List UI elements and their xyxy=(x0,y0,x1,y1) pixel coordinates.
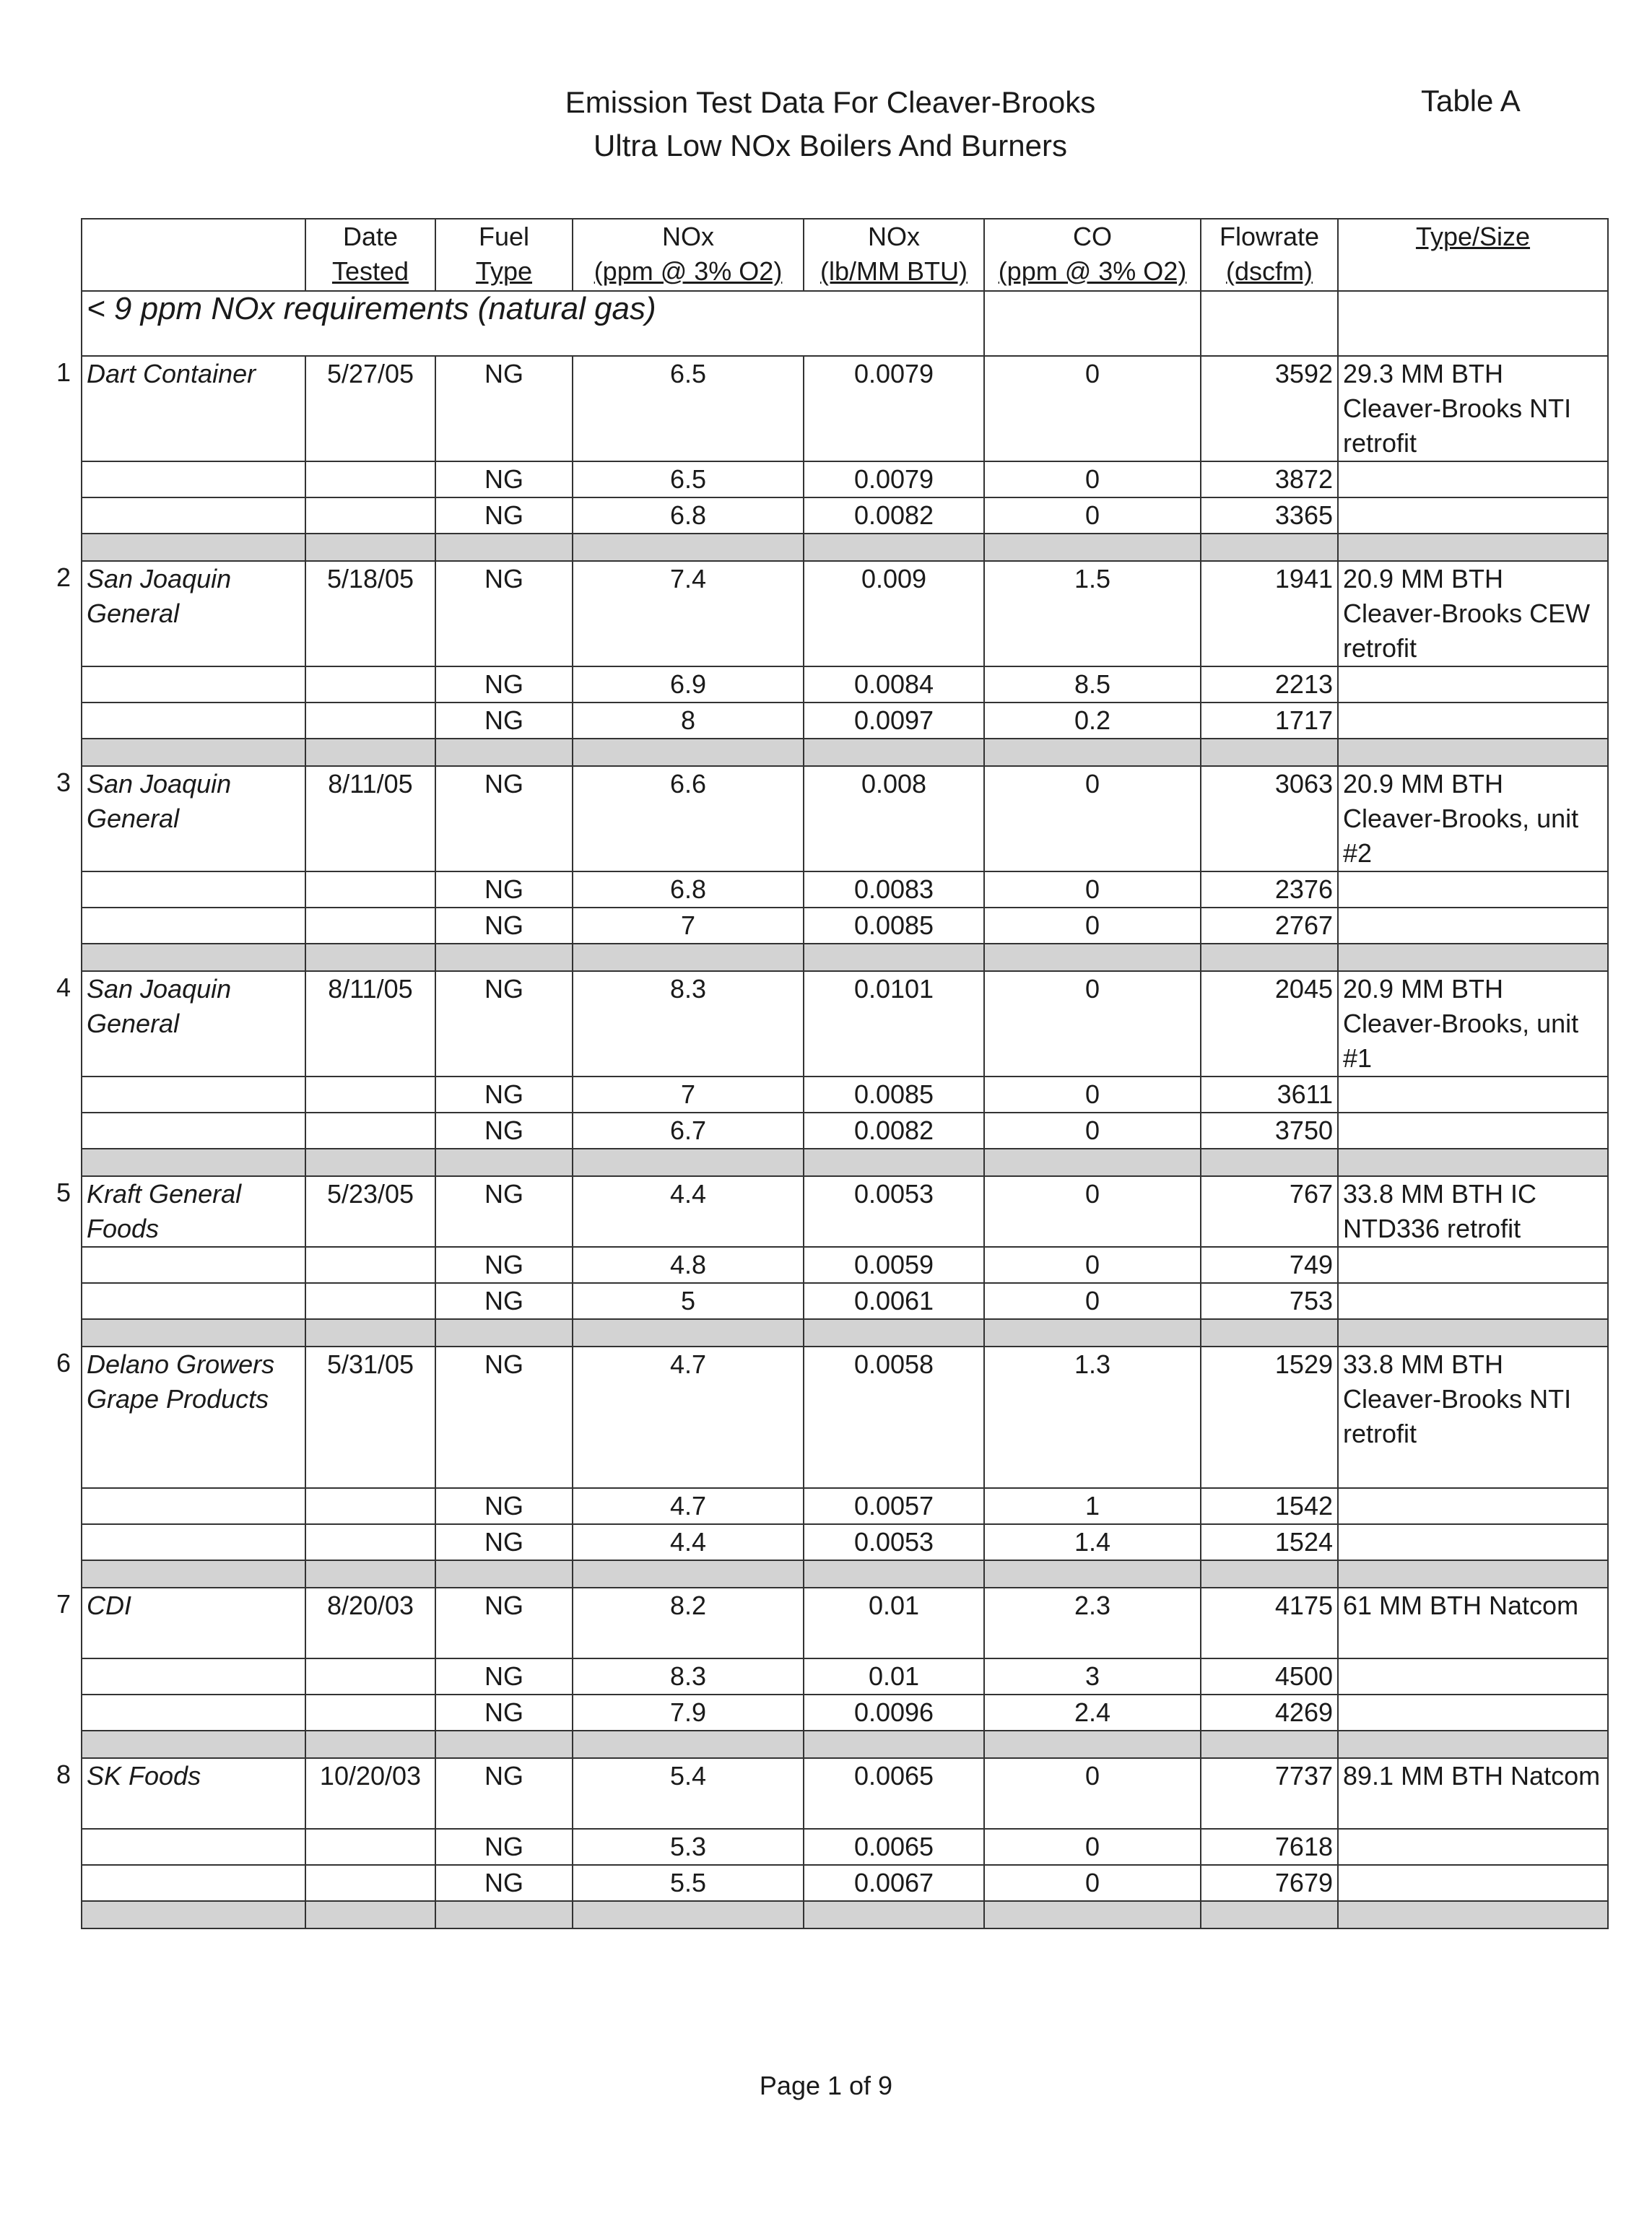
co-ppm: 2.4 xyxy=(984,1695,1201,1731)
date-tested xyxy=(305,1113,435,1149)
type-size xyxy=(1338,1695,1608,1731)
header-type-size: Type/Size xyxy=(1338,219,1608,291)
table-label: Table A xyxy=(1421,84,1521,118)
nox-lb: 0.0053 xyxy=(804,1176,984,1247)
nox-lb: 0.0058 xyxy=(804,1347,984,1488)
type-size xyxy=(1338,1283,1608,1319)
nox-lb: 0.0065 xyxy=(804,1758,984,1829)
date-tested: 5/18/05 xyxy=(305,561,435,666)
co-ppm: 0 xyxy=(984,871,1201,908)
flowrate: 1524 xyxy=(1201,1524,1338,1560)
facility-name xyxy=(82,908,305,944)
fuel-type: NG xyxy=(435,561,573,666)
date-tested: 5/23/05 xyxy=(305,1176,435,1247)
flowrate: 3872 xyxy=(1201,461,1338,497)
nox-lb: 0.0082 xyxy=(804,1113,984,1149)
fuel-type: NG xyxy=(435,1588,573,1658)
nox-ppm: 5 xyxy=(573,1283,804,1319)
co-ppm: 1.3 xyxy=(984,1347,1201,1488)
table-row xyxy=(82,1829,1608,1865)
date-tested xyxy=(305,871,435,908)
nox-ppm: 6.5 xyxy=(573,356,804,461)
nox-lb: 0.0079 xyxy=(804,461,984,497)
flowrate: 1717 xyxy=(1201,703,1338,739)
fuel-type: NG xyxy=(435,1488,573,1524)
row-number: 8 xyxy=(56,1760,71,1789)
header-blank xyxy=(82,219,305,291)
fuel-type: NG xyxy=(435,356,573,461)
nox-lb: 0.0082 xyxy=(804,497,984,534)
row-number: 2 xyxy=(56,562,71,592)
table-row xyxy=(82,1077,1608,1113)
nox-ppm: 5.3 xyxy=(573,1829,804,1865)
date-tested: 5/27/05 xyxy=(305,356,435,461)
date-tested: 8/11/05 xyxy=(305,971,435,1077)
co-ppm: 0 xyxy=(984,1283,1201,1319)
type-size xyxy=(1338,1113,1608,1149)
co-ppm: 0 xyxy=(984,1829,1201,1865)
table-row xyxy=(82,1283,1608,1319)
flowrate: 3750 xyxy=(1201,1113,1338,1149)
requirement-label: < 9 ppm NOx requirements (natural gas) xyxy=(82,291,984,356)
type-size xyxy=(1338,703,1608,739)
fuel-type: NG xyxy=(435,1176,573,1247)
facility-name: San Joaquin General xyxy=(82,971,305,1077)
nox-ppm: 7.4 xyxy=(573,561,804,666)
co-ppm: 8.5 xyxy=(984,666,1201,703)
nox-ppm: 4.8 xyxy=(573,1247,804,1283)
row-number: 1 xyxy=(56,357,71,387)
flowrate: 7679 xyxy=(1201,1865,1338,1901)
fuel-type: NG xyxy=(435,1283,573,1319)
facility-name: Kraft General Foods xyxy=(82,1176,305,1247)
row-number: 6 xyxy=(56,1348,71,1378)
fuel-type: NG xyxy=(435,1524,573,1560)
nox-ppm: 8 xyxy=(573,703,804,739)
date-tested xyxy=(305,1283,435,1319)
facility-name xyxy=(82,1865,305,1901)
header-date: Date Tested xyxy=(305,219,435,291)
nox-lb: 0.0085 xyxy=(804,1077,984,1113)
flowrate: 1941 xyxy=(1201,561,1338,666)
facility-name xyxy=(82,1247,305,1283)
fuel-type: NG xyxy=(435,497,573,534)
type-size xyxy=(1338,871,1608,908)
nox-ppm: 4.4 xyxy=(573,1524,804,1560)
facility-name xyxy=(82,1113,305,1149)
flowrate: 2767 xyxy=(1201,908,1338,944)
facility-name xyxy=(82,1488,305,1524)
table-row xyxy=(82,1247,1608,1283)
type-size xyxy=(1338,908,1608,944)
co-ppm: 1.5 xyxy=(984,561,1201,666)
date-tested xyxy=(305,703,435,739)
date-tested xyxy=(305,1658,435,1695)
nox-ppm: 8.2 xyxy=(573,1588,804,1658)
co-ppm: 3 xyxy=(984,1658,1201,1695)
type-size: 89.1 MM BTH Natcom xyxy=(1338,1758,1608,1829)
nox-lb: 0.0096 xyxy=(804,1695,984,1731)
date-tested xyxy=(305,1865,435,1901)
facility-name: Dart Container xyxy=(82,356,305,461)
header-fuel: Fuel Type xyxy=(435,219,573,291)
nox-ppm: 7 xyxy=(573,1077,804,1113)
table-row xyxy=(82,1488,1608,1524)
co-ppm: 0 xyxy=(984,908,1201,944)
separator-row xyxy=(82,1560,1608,1588)
nox-ppm: 5.4 xyxy=(573,1758,804,1829)
nox-ppm: 8.3 xyxy=(573,971,804,1077)
table-row xyxy=(82,1588,1608,1658)
page-footer: Page 1 of 9 xyxy=(759,2071,893,2100)
separator-row xyxy=(82,1319,1608,1347)
nox-ppm: 5.5 xyxy=(573,1865,804,1901)
nox-ppm: 4.7 xyxy=(573,1347,804,1488)
co-ppm: 0.2 xyxy=(984,703,1201,739)
table-row xyxy=(82,561,1608,666)
nox-lb: 0.0065 xyxy=(804,1829,984,1865)
flowrate: 7618 xyxy=(1201,1829,1338,1865)
nox-lb: 0.0097 xyxy=(804,703,984,739)
facility-name: Delano Growers Grape Products xyxy=(82,1347,305,1488)
separator-row xyxy=(82,739,1608,766)
flowrate: 1542 xyxy=(1201,1488,1338,1524)
flowrate: 3611 xyxy=(1201,1077,1338,1113)
table-row xyxy=(82,1758,1608,1829)
type-size: 33.8 MM BTH Cleaver-Brooks NTI retrofit xyxy=(1338,1347,1608,1488)
table-row xyxy=(82,666,1608,703)
nox-ppm: 4.4 xyxy=(573,1176,804,1247)
flowrate: 4175 xyxy=(1201,1588,1338,1658)
nox-ppm: 8.3 xyxy=(573,1658,804,1695)
nox-ppm: 6.8 xyxy=(573,497,804,534)
nox-lb: 0.0059 xyxy=(804,1247,984,1283)
table-row xyxy=(82,1865,1608,1901)
fuel-type: NG xyxy=(435,766,573,871)
type-size xyxy=(1338,1865,1608,1901)
table-row xyxy=(82,1695,1608,1731)
nox-lb: 0.009 xyxy=(804,561,984,666)
date-tested xyxy=(305,1488,435,1524)
fuel-type: NG xyxy=(435,1113,573,1149)
nox-lb: 0.0061 xyxy=(804,1283,984,1319)
date-tested xyxy=(305,1695,435,1731)
table-row xyxy=(82,356,1608,461)
table-row xyxy=(82,703,1608,739)
flowrate: 7737 xyxy=(1201,1758,1338,1829)
table-row xyxy=(82,497,1608,534)
header-flowrate: Flowrate (dscfm) xyxy=(1201,219,1338,291)
type-size: 20.9 MM BTH Cleaver-Brooks CEW retrofit xyxy=(1338,561,1608,666)
flowrate: 753 xyxy=(1201,1283,1338,1319)
date-tested: 5/31/05 xyxy=(305,1347,435,1488)
co-ppm: 0 xyxy=(984,766,1201,871)
fuel-type: NG xyxy=(435,1695,573,1731)
flowrate: 3592 xyxy=(1201,356,1338,461)
nox-lb: 0.01 xyxy=(804,1588,984,1658)
date-tested xyxy=(305,1524,435,1560)
co-ppm: 0 xyxy=(984,971,1201,1077)
facility-name xyxy=(82,666,305,703)
nox-lb: 0.0085 xyxy=(804,908,984,944)
co-ppm: 0 xyxy=(984,1077,1201,1113)
nox-ppm: 6.7 xyxy=(573,1113,804,1149)
type-size: 20.9 MM BTH Cleaver-Brooks, unit #2 xyxy=(1338,766,1608,871)
nox-ppm: 6.6 xyxy=(573,766,804,871)
flowrate: 4269 xyxy=(1201,1695,1338,1731)
nox-lb: 0.008 xyxy=(804,766,984,871)
header-nox-ppm: NOx (ppm @ 3% O2) xyxy=(573,219,804,291)
facility-name: CDI xyxy=(82,1588,305,1658)
fuel-type: NG xyxy=(435,666,573,703)
facility-name xyxy=(82,1658,305,1695)
table-row xyxy=(82,1524,1608,1560)
date-tested xyxy=(305,461,435,497)
nox-lb: 0.0101 xyxy=(804,971,984,1077)
co-ppm: 2.3 xyxy=(984,1588,1201,1658)
facility-name: San Joaquin General xyxy=(82,561,305,666)
flowrate: 2213 xyxy=(1201,666,1338,703)
nox-lb: 0.0067 xyxy=(804,1865,984,1901)
type-size xyxy=(1338,1488,1608,1524)
type-size xyxy=(1338,1247,1608,1283)
fuel-type: NG xyxy=(435,1865,573,1901)
nox-lb: 0.01 xyxy=(804,1658,984,1695)
co-ppm: 0 xyxy=(984,1176,1201,1247)
fuel-type: NG xyxy=(435,461,573,497)
nox-ppm: 6.8 xyxy=(573,871,804,908)
header-row xyxy=(82,219,1608,291)
table-row xyxy=(82,908,1608,944)
flowrate: 2376 xyxy=(1201,871,1338,908)
facility-name: San Joaquin General xyxy=(82,766,305,871)
type-size: 20.9 MM BTH Cleaver-Brooks, unit #1 xyxy=(1338,971,1608,1077)
emission-table xyxy=(81,218,1609,1929)
table-row xyxy=(82,1658,1608,1695)
date-tested xyxy=(305,1077,435,1113)
date-tested xyxy=(305,1247,435,1283)
separator-row xyxy=(82,1901,1608,1928)
date-tested: 10/20/03 xyxy=(305,1758,435,1829)
co-ppm: 1.4 xyxy=(984,1524,1201,1560)
nox-lb: 0.0079 xyxy=(804,356,984,461)
facility-name xyxy=(82,461,305,497)
flowrate: 2045 xyxy=(1201,971,1338,1077)
facility-name xyxy=(82,1077,305,1113)
nox-ppm: 7.9 xyxy=(573,1695,804,1731)
co-ppm: 0 xyxy=(984,1113,1201,1149)
type-size xyxy=(1338,461,1608,497)
fuel-type: NG xyxy=(435,871,573,908)
facility-name xyxy=(82,497,305,534)
facility-name xyxy=(82,703,305,739)
co-ppm: 1 xyxy=(984,1488,1201,1524)
date-tested xyxy=(305,497,435,534)
flowrate: 749 xyxy=(1201,1247,1338,1283)
separator-row xyxy=(82,1731,1608,1758)
type-size: 33.8 MM BTH IC NTD336 retrofit xyxy=(1338,1176,1608,1247)
co-ppm: 0 xyxy=(984,497,1201,534)
table-row xyxy=(82,1176,1608,1247)
type-size xyxy=(1338,1524,1608,1560)
separator-row xyxy=(82,944,1608,971)
header-co: CO (ppm @ 3% O2) xyxy=(984,219,1201,291)
facility-name: SK Foods xyxy=(82,1758,305,1829)
flowrate: 3365 xyxy=(1201,497,1338,534)
co-ppm: 0 xyxy=(984,461,1201,497)
title-line-1: Emission Test Data For Cleaver-Brooks xyxy=(565,85,1096,119)
date-tested xyxy=(305,666,435,703)
facility-name xyxy=(82,1695,305,1731)
table-row xyxy=(82,1347,1608,1488)
nox-lb: 0.0057 xyxy=(804,1488,984,1524)
fuel-type: NG xyxy=(435,908,573,944)
co-ppm: 0 xyxy=(984,1247,1201,1283)
row-number: 7 xyxy=(56,1589,71,1619)
separator-row xyxy=(82,534,1608,561)
fuel-type: NG xyxy=(435,1077,573,1113)
co-ppm: 0 xyxy=(984,356,1201,461)
table-row xyxy=(82,766,1608,871)
separator-row xyxy=(82,1149,1608,1176)
fuel-type: NG xyxy=(435,1247,573,1283)
fuel-type: NG xyxy=(435,1658,573,1695)
date-tested: 8/11/05 xyxy=(305,766,435,871)
nox-lb: 0.0084 xyxy=(804,666,984,703)
fuel-type: NG xyxy=(435,1829,573,1865)
title-line-2: Ultra Low NOx Boilers And Burners xyxy=(594,129,1067,162)
type-size: 61 MM BTH Natcom xyxy=(1338,1588,1608,1658)
flowrate: 767 xyxy=(1201,1176,1338,1247)
nox-ppm: 4.7 xyxy=(573,1488,804,1524)
facility-name xyxy=(82,1283,305,1319)
type-size xyxy=(1338,1658,1608,1695)
date-tested: 8/20/03 xyxy=(305,1588,435,1658)
table-row xyxy=(82,871,1608,908)
date-tested xyxy=(305,908,435,944)
flowrate: 3063 xyxy=(1201,766,1338,871)
facility-name xyxy=(82,1524,305,1560)
facility-name xyxy=(82,871,305,908)
table-row xyxy=(82,971,1608,1077)
row-number: 4 xyxy=(56,973,71,1002)
flowrate: 4500 xyxy=(1201,1658,1338,1695)
fuel-type: NG xyxy=(435,971,573,1077)
document-title xyxy=(433,81,1227,168)
row-number: 3 xyxy=(56,767,71,797)
co-ppm: 0 xyxy=(984,1865,1201,1901)
type-size: 29.3 MM BTH Cleaver-Brooks NTI retrofit xyxy=(1338,356,1608,461)
table-row xyxy=(82,461,1608,497)
nox-ppm: 6.9 xyxy=(573,666,804,703)
table-row xyxy=(82,1113,1608,1149)
date-tested xyxy=(305,1829,435,1865)
header-nox-lb: NOx (lb/MM BTU) xyxy=(804,219,984,291)
nox-lb: 0.0083 xyxy=(804,871,984,908)
fuel-type: NG xyxy=(435,1347,573,1488)
flowrate: 1529 xyxy=(1201,1347,1338,1488)
fuel-type: NG xyxy=(435,1758,573,1829)
nox-ppm: 7 xyxy=(573,908,804,944)
type-size xyxy=(1338,497,1608,534)
fuel-type: NG xyxy=(435,703,573,739)
requirement-row xyxy=(82,291,1608,356)
nox-lb: 0.0053 xyxy=(804,1524,984,1560)
type-size xyxy=(1338,666,1608,703)
row-number: 5 xyxy=(56,1178,71,1207)
nox-ppm: 6.5 xyxy=(573,461,804,497)
facility-name xyxy=(82,1829,305,1865)
type-size xyxy=(1338,1829,1608,1865)
co-ppm: 0 xyxy=(984,1758,1201,1829)
type-size xyxy=(1338,1077,1608,1113)
